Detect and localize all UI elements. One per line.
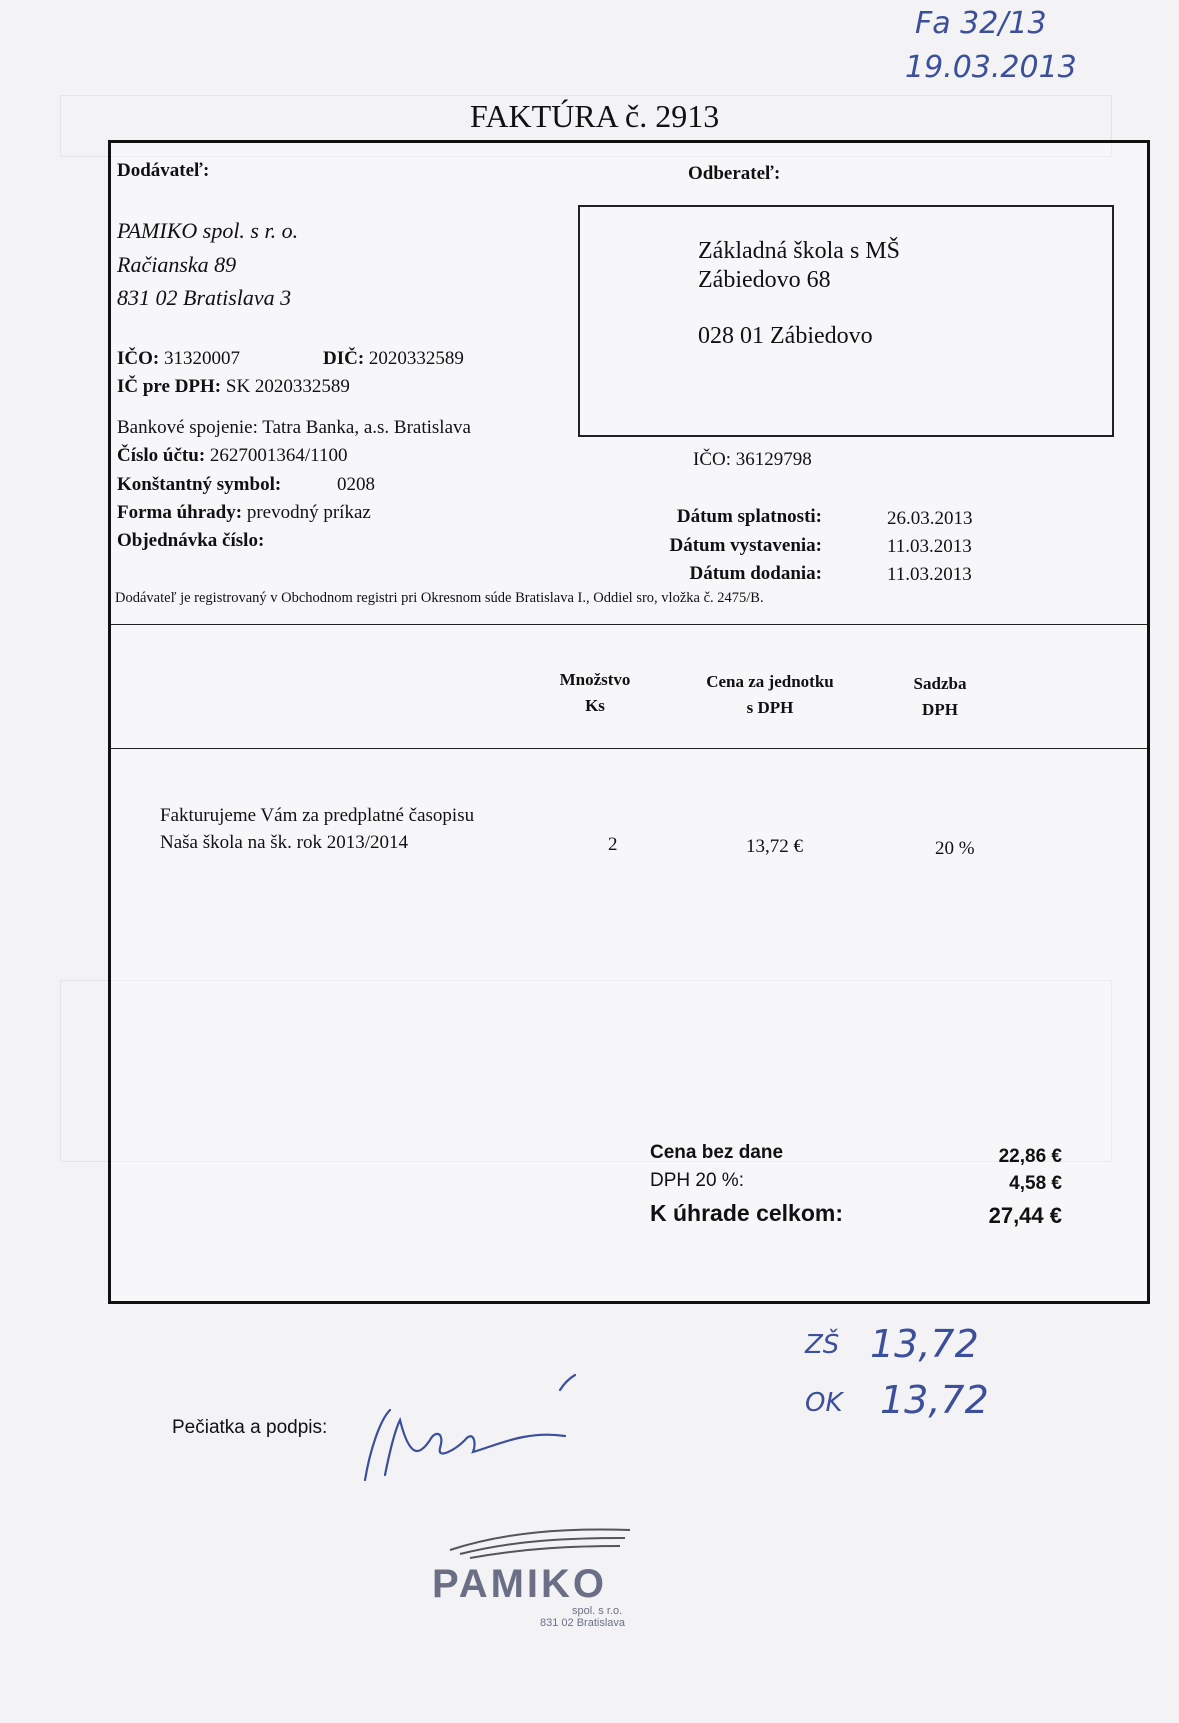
supplier-order-label: Objednávka číslo: [117,530,265,551]
supplier-account-value: 2627001364/1100 [209,445,348,466]
item-unit-price: 13,72 € [746,836,803,857]
supplier-ic-dph-value: SK 2020332589 [225,376,350,397]
stamp-sub: spol. s r.o. [572,1605,623,1617]
stamp-brand: PAMIKO [432,1562,608,1606]
price-header-2: s DPH [746,698,794,717]
item-vat-rate: 20 % [935,838,975,859]
stamp-city: 831 02 Bratislava [540,1617,625,1629]
handwritten-signature [355,1370,595,1490]
qty-header-1: Množstvo [559,670,631,689]
customer-ico: IČO: 36129798 [693,449,812,470]
signature-label: Pečiatka a podpis: [172,1417,328,1438]
supplier-const-symbol-value: 0208 [337,474,375,495]
price-header-1: Cena za jednotku [706,672,834,691]
supplier-account [117,445,347,467]
supplier-name: PAMIKO spol. s r. o. [117,218,299,243]
total-vat-label: DPH 20 %: [650,1170,744,1191]
supplier-dic-value: 2020332589 [368,348,464,369]
handwritten-code-2: OK [805,1388,843,1418]
supplier-ico [117,348,240,370]
date-issued-label: Dátum vystavenia: [669,535,822,556]
item-description-1: Fakturujeme Vám za predplatné časopisu [160,805,475,826]
handwritten-amount-1: 13,72 [870,1322,979,1366]
qty-header-2: Ks [585,696,605,715]
handwritten-invoice-ref: Fa 32/13 [915,6,1047,41]
customer-heading: Odberateľ: [688,163,781,184]
total-due-label: K úhrade celkom: [650,1200,843,1226]
supplier-ico-value: 31320007 [163,348,240,369]
total-net-label: Cena bez dane [650,1142,784,1163]
supplier-payment-value: prevodný príkaz [246,502,371,523]
supplier-register-note: Dodávateľ je registrovaný v Obchodnom registri pri Okresnom súde Bratislava I., Oddiel sro, vložka č. 2475/B. [115,590,764,606]
date-delivery-value: 11.03.2013 [887,564,972,585]
supplier-street: Račianska 89 [117,252,237,277]
supplier-dic [323,348,464,370]
total-due-value: 27,44 € [988,1203,1062,1228]
supplier-dic-label: DIČ: [323,348,365,369]
supplier-city: 831 02 Bratislava 3 [117,285,292,310]
customer-line2: Zábiedovo 68 [698,267,831,293]
supplier-ic-dph [117,376,350,398]
customer-line1: Základná škola s MŠ [698,238,900,264]
date-issued-value: 11.03.2013 [887,536,972,557]
item-quantity: 2 [608,834,618,855]
supplier-ico-label: IČO: [117,348,160,369]
date-due-value: 26.03.2013 [887,508,973,529]
supplier-payment-label: Forma úhrady: [117,502,243,523]
pamiko-stamp-wings [445,1522,635,1562]
supplier-bank: Bankové spojenie: Tatra Banka, a.s. Bratislava [117,417,471,438]
supplier-ic-dph-label: IČ pre DPH: [117,376,222,397]
rate-header-1: Sadzba [913,674,967,693]
table-header-rule [111,748,1147,749]
total-vat-value: 4,58 € [1009,1173,1062,1194]
supplier-payment [117,502,371,524]
supplier-account-label: Číslo účtu: [117,445,206,466]
supplier-const-symbol-label: Konštantný symbol: [117,474,282,495]
supplier-heading: Dodávateľ: [117,160,210,181]
date-delivery-label: Dátum dodania: [689,563,822,584]
handwritten-code-1: ZŠ [805,1330,840,1360]
handwritten-amount-2: 13,72 [880,1378,989,1422]
item-description-2: Naša škola na šk. rok 2013/2014 [160,832,409,853]
total-net-value: 22,86 € [998,1146,1062,1167]
table-top-rule [111,624,1147,625]
rate-header-2: DPH [922,700,958,719]
handwritten-date: 19.03.2013 [905,50,1077,85]
invoice-title: FAKTÚRA č. 2913 [470,98,720,134]
date-due-label: Dátum splatnosti: [676,506,822,527]
customer-line3: 028 01 Zábiedovo [698,323,873,349]
